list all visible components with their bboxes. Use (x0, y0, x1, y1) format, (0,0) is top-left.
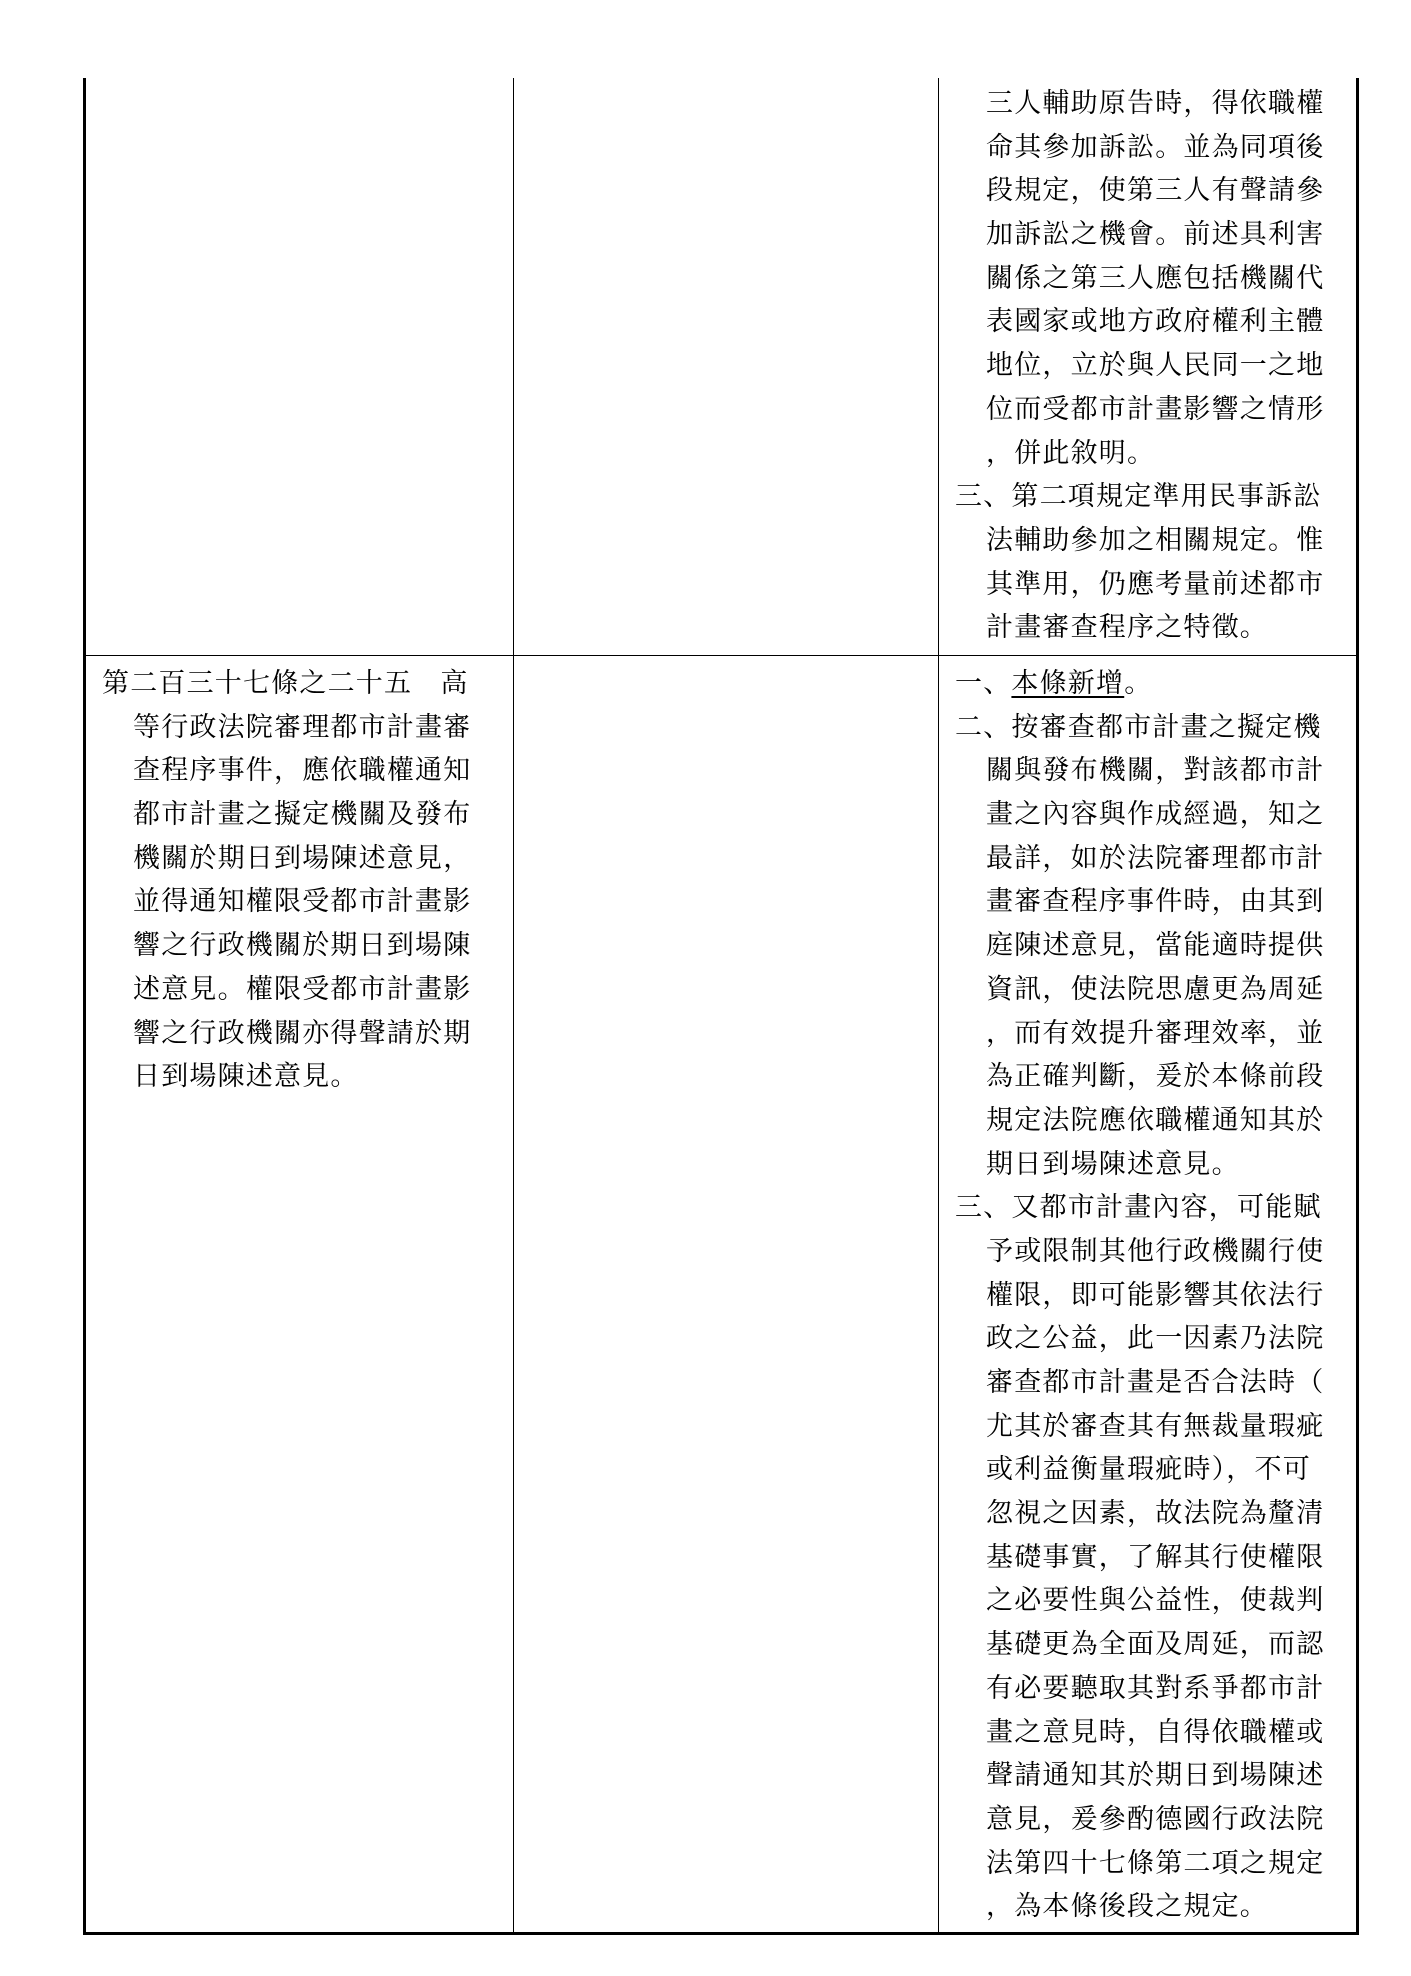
text-line: 為正確判斷，爰於本條前段 (986, 1061, 1325, 1093)
row2-explanation-item2 (955, 706, 1355, 1187)
row-divider (86, 655, 1356, 656)
text-line: 其準用，仍應考量前述都市 (986, 568, 1325, 600)
text-line: 畫之意見時，自得依職權或 (986, 1716, 1325, 1748)
text-line: 命其參加訴訟。並為同項後 (986, 131, 1325, 163)
row2-explanation-item1 (955, 662, 1355, 706)
text-line: 法第四十七條第二項之規定 (986, 1847, 1325, 1879)
row1-explanation-cell (955, 82, 1355, 650)
text-line: 加訴訟之機會。前述具利害 (986, 219, 1325, 251)
text-line: 之必要性與公益性，使裁判 (986, 1585, 1325, 1617)
text-line: 三、又都市計畫內容，可能賦 (955, 1192, 1322, 1224)
punctuation: 。 (1124, 668, 1153, 699)
text-line: 日到場陳述意見。 (133, 1061, 359, 1093)
text-line: 響之行政機關於期日到場陳 (133, 930, 472, 962)
row1-explanation-item3 (955, 475, 1355, 650)
text-line: ，為本條後段之規定。 (986, 1891, 1268, 1923)
text-line: 畫之內容與作成經過，知之 (986, 799, 1325, 831)
text-line: 意見，爰參酌德國行政法院 (986, 1803, 1325, 1835)
item-number: 一、 (955, 668, 1012, 699)
text-line: 最詳，如於法院審理都市計 (986, 842, 1325, 874)
row2-explanation-item3 (955, 1186, 1355, 1929)
text-line: 關與發布機關，對該都市計 (986, 755, 1325, 787)
text-line: 忽視之因素，故法院為釐清 (986, 1498, 1325, 1530)
text-line: 述意見。權限受都市計畫影 (133, 973, 472, 1005)
column-divider-1 (513, 78, 514, 1932)
text-line: 予或限制其他行政機關行使 (986, 1235, 1325, 1267)
text-line: 表國家或地方政府權利主體 (986, 306, 1325, 338)
text-line: 畫審查程序事件時，由其到 (986, 886, 1325, 918)
text-line: 響之行政機關亦得聲請於期 (133, 1017, 472, 1049)
new-article-note: 本條新增 (1011, 668, 1125, 699)
text-line: 等行政法院審理都市計畫審 (133, 711, 472, 743)
column-divider-2 (938, 78, 939, 1932)
text-line: 二、按審查都市計畫之擬定機 (955, 711, 1322, 743)
text-line: 法輔助參加之相關規定。惟 (986, 524, 1325, 556)
text-line: 權限，即可能影響其依法行 (986, 1279, 1325, 1311)
text-line: 政之公益，此一因素乃法院 (986, 1323, 1325, 1355)
article-heading-line: 第二百三十七條之二十五 高 (102, 668, 469, 699)
text-line: 都市計畫之擬定機關及發布 (133, 799, 472, 831)
text-line: 查程序事件，應依職權通知 (133, 755, 472, 787)
text-line: 庭陳述意見，當能適時提供 (986, 930, 1325, 962)
text-line: 尤其於審查其有無裁量瑕疵 (986, 1410, 1325, 1442)
text-line: 基礎事實，了解其行使權限 (986, 1541, 1325, 1573)
text-line: 或利益衡量瑕疵時），不可 (986, 1454, 1311, 1486)
text-line: 段規定，使第三人有聲請參 (986, 175, 1325, 207)
text-line: 地位，立於與人民同一之地 (986, 350, 1325, 382)
text-line: 三、第二項規定準用民事訴訟 (955, 481, 1322, 513)
text-line: 期日到場陳述意見。 (986, 1148, 1240, 1180)
text-line: 有必要聽取其對系爭都市計 (986, 1672, 1325, 1704)
row1-explanation-item2-continued (955, 82, 1355, 475)
text-line: 計畫審查程序之特徵。 (986, 612, 1268, 644)
text-line: 位而受都市計畫影響之情形 (986, 393, 1325, 425)
text-line: 規定法院應依職權通知其於 (986, 1104, 1325, 1136)
text-line: ，併此敘明。 (986, 437, 1156, 469)
text-line: 基礎更為全面及周延，而認 (986, 1629, 1325, 1661)
text-line: 並得通知權限受都市計畫影 (133, 886, 472, 918)
row2-explanation-cell (955, 662, 1355, 1929)
text-line: 資訊，使法院思慮更為周延 (986, 973, 1325, 1005)
text-line: ，而有效提升審理效率，並 (986, 1017, 1325, 1049)
text-line: 三人輔助原告時，得依職權 (986, 88, 1325, 119)
row2-amendment-cell (102, 662, 502, 1099)
text-line: 審查都市計畫是否合法時（ (986, 1367, 1325, 1398)
text-line: 機關於期日到場陳述意見， (133, 842, 472, 874)
text-line: 關係之第三人應包括機關代 (986, 262, 1325, 294)
text-line: 聲請通知其於期日到場陳述 (986, 1760, 1325, 1792)
